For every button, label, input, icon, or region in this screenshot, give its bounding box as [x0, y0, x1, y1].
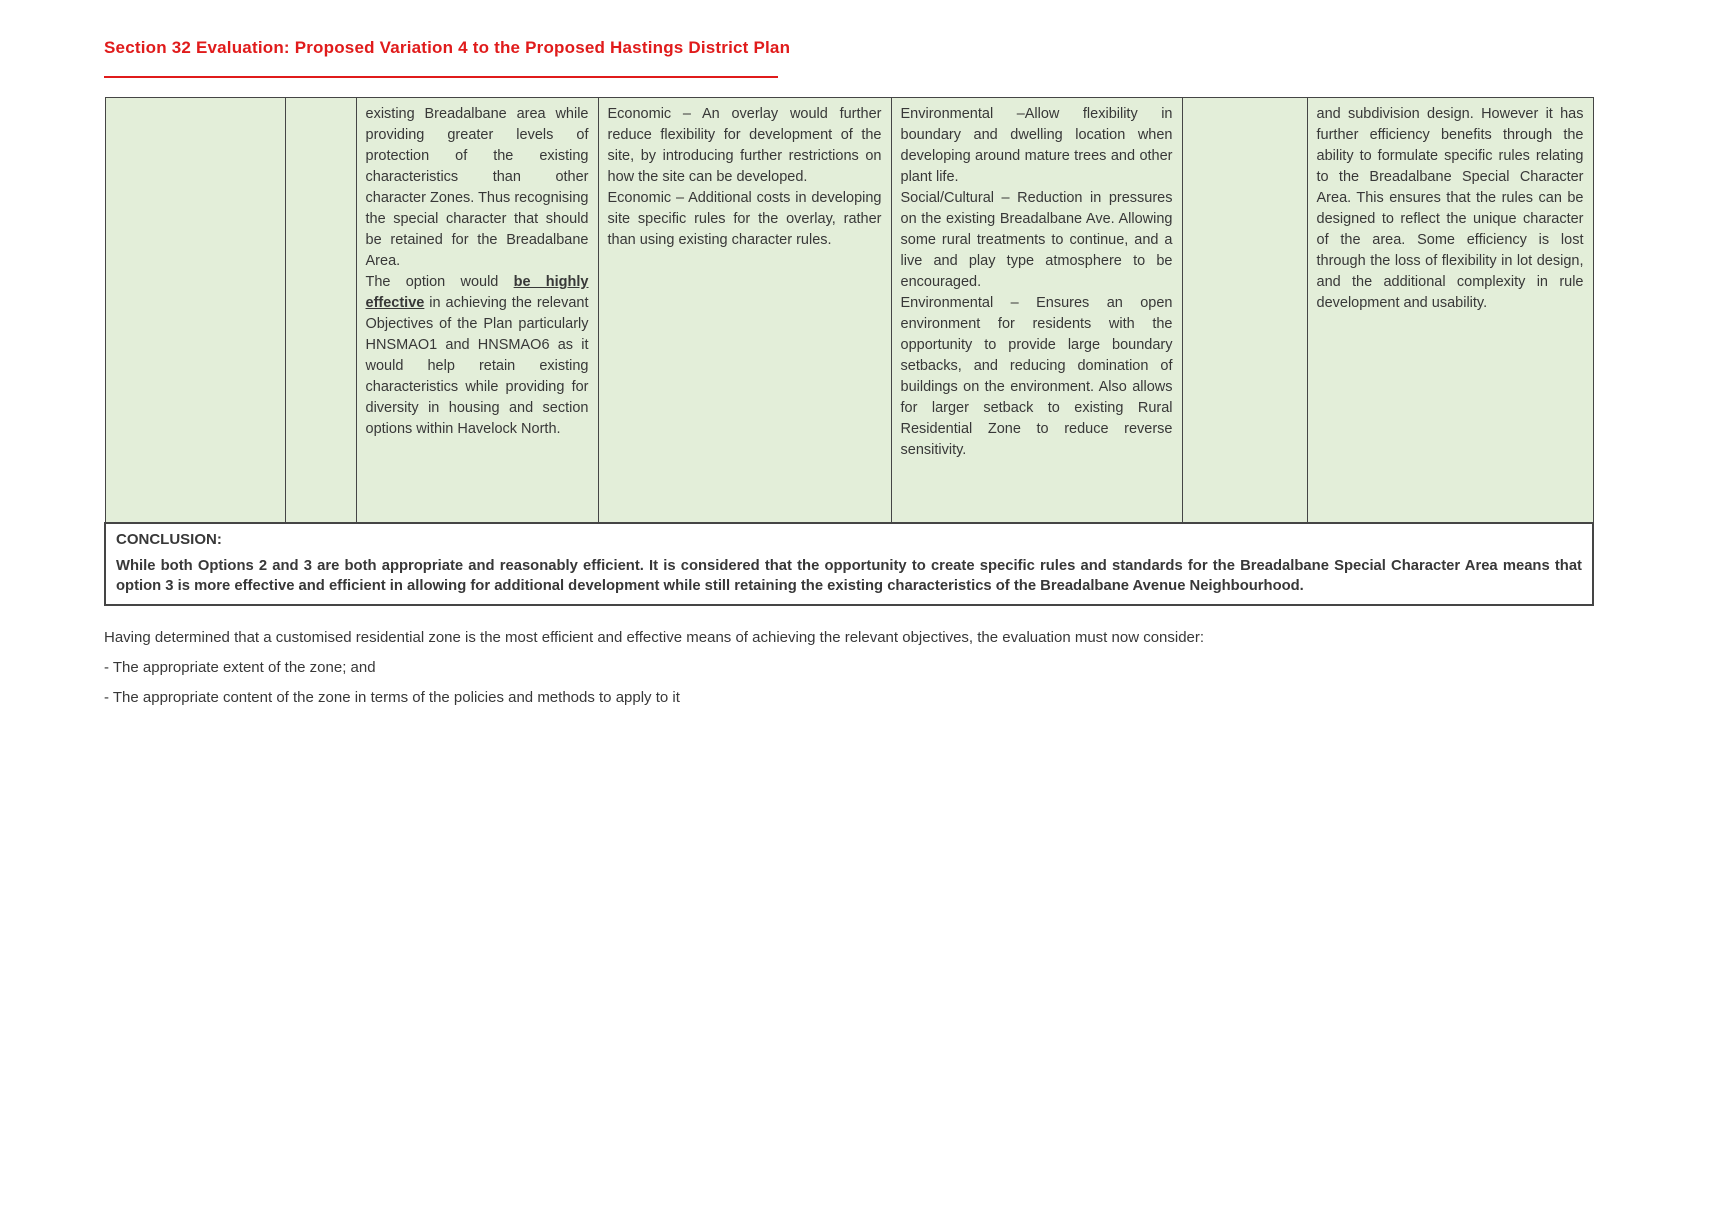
- paragraph: [366, 272, 589, 440]
- conclusion-row: [105, 523, 1593, 605]
- cell-efficiency: [1307, 98, 1593, 524]
- cell-environmental-social-benefits: [891, 98, 1182, 524]
- conclusion-label: CONCLUSION:: [116, 531, 222, 548]
- conclusion-text: While both Options 2 and 3 are both appropriate and reasonably efficient. It is considered that the opportunity to create specific rules and standards for the Breadalbane Special Character Area means that option 3 is more effective and efficient in allowing for additional development while still retaining the existing characteristics of the Breadalbane Avenue Neighbourhood.: [116, 558, 1582, 594]
- title-underline-rule: [104, 76, 778, 78]
- cell-empty-3: [1182, 98, 1307, 524]
- paragraph: Social/Cultural – Reduction in pressures on the existing Breadalbane Ave. Allowing some rural treatments to continue, and a live and play type atmosphere to be encouraged.: [900, 190, 1173, 290]
- text-run: in achieving the relevant Objectives of the Plan particularly HNSMAO1 and HNSMAO6 as it would help retain existing characteristics while providing for diversity in housing and section options within Havelock North.: [365, 295, 589, 437]
- page-title: Section 32 Evaluation: Proposed Variation 4 to the Proposed Hastings District Plan: [104, 38, 791, 57]
- paragraph: Environmental – Ensures an open environment for residents with the opportunity to provide large boundary setbacks, and reducing domination of buildings on the environment. Also allows for larger setback to existing Rural Residential Zone to reduce reverse sensitivity.: [900, 295, 1173, 458]
- conclusion-cell: [105, 523, 1593, 605]
- paragraph: Economic – Additional costs in developing site specific rules for the overlay, rather than using existing character rules.: [607, 190, 882, 248]
- emphasized-phrase: be highly effective: [365, 274, 589, 311]
- closing-considerations: [104, 629, 1594, 719]
- cell-economic-costs: [598, 98, 891, 524]
- paragraph: existing Breadalbane area while providing greater levels of protection of the existing characteristics than other character Zones. Thus recognising the special character that should be retained for the Breadalbane Area.: [365, 106, 589, 269]
- cell-empty-2: [285, 98, 356, 524]
- closing-bullet-content: - The appropriate content of the zone in terms of the policies and methods to apply to it: [104, 689, 680, 706]
- text-run: The option would: [365, 274, 514, 290]
- paragraph: Economic – An overlay would further reduce flexibility for development of the site, by introducing further restrictions on how the site can be developed.: [607, 106, 882, 185]
- cell-option-effectiveness: [356, 98, 598, 524]
- cell-empty-1: [105, 98, 285, 524]
- closing-bullet-extent: - The appropriate extent of the zone; and: [104, 659, 376, 676]
- table-row: [105, 98, 1593, 524]
- closing-paragraph: Having determined that a customised residential zone is the most efficient and effective means of achieving the relevant objectives, the evaluation must now consider:: [104, 629, 1205, 646]
- paragraph: and subdivision design. However it has further efficiency benefits through the ability to formulate specific rules relating to the Breadalbane Special Character Area. This ensures that the rules can be designed to reflect the unique character of the area. Some efficiency is lost through the loss of flexibility in lot design, and the additional complexity in rule development and usability.: [1316, 106, 1584, 311]
- paragraph: Environmental –Allow flexibility in boundary and dwelling location when developing around mature trees and other plant life.: [900, 106, 1173, 185]
- evaluation-table: [104, 97, 1594, 606]
